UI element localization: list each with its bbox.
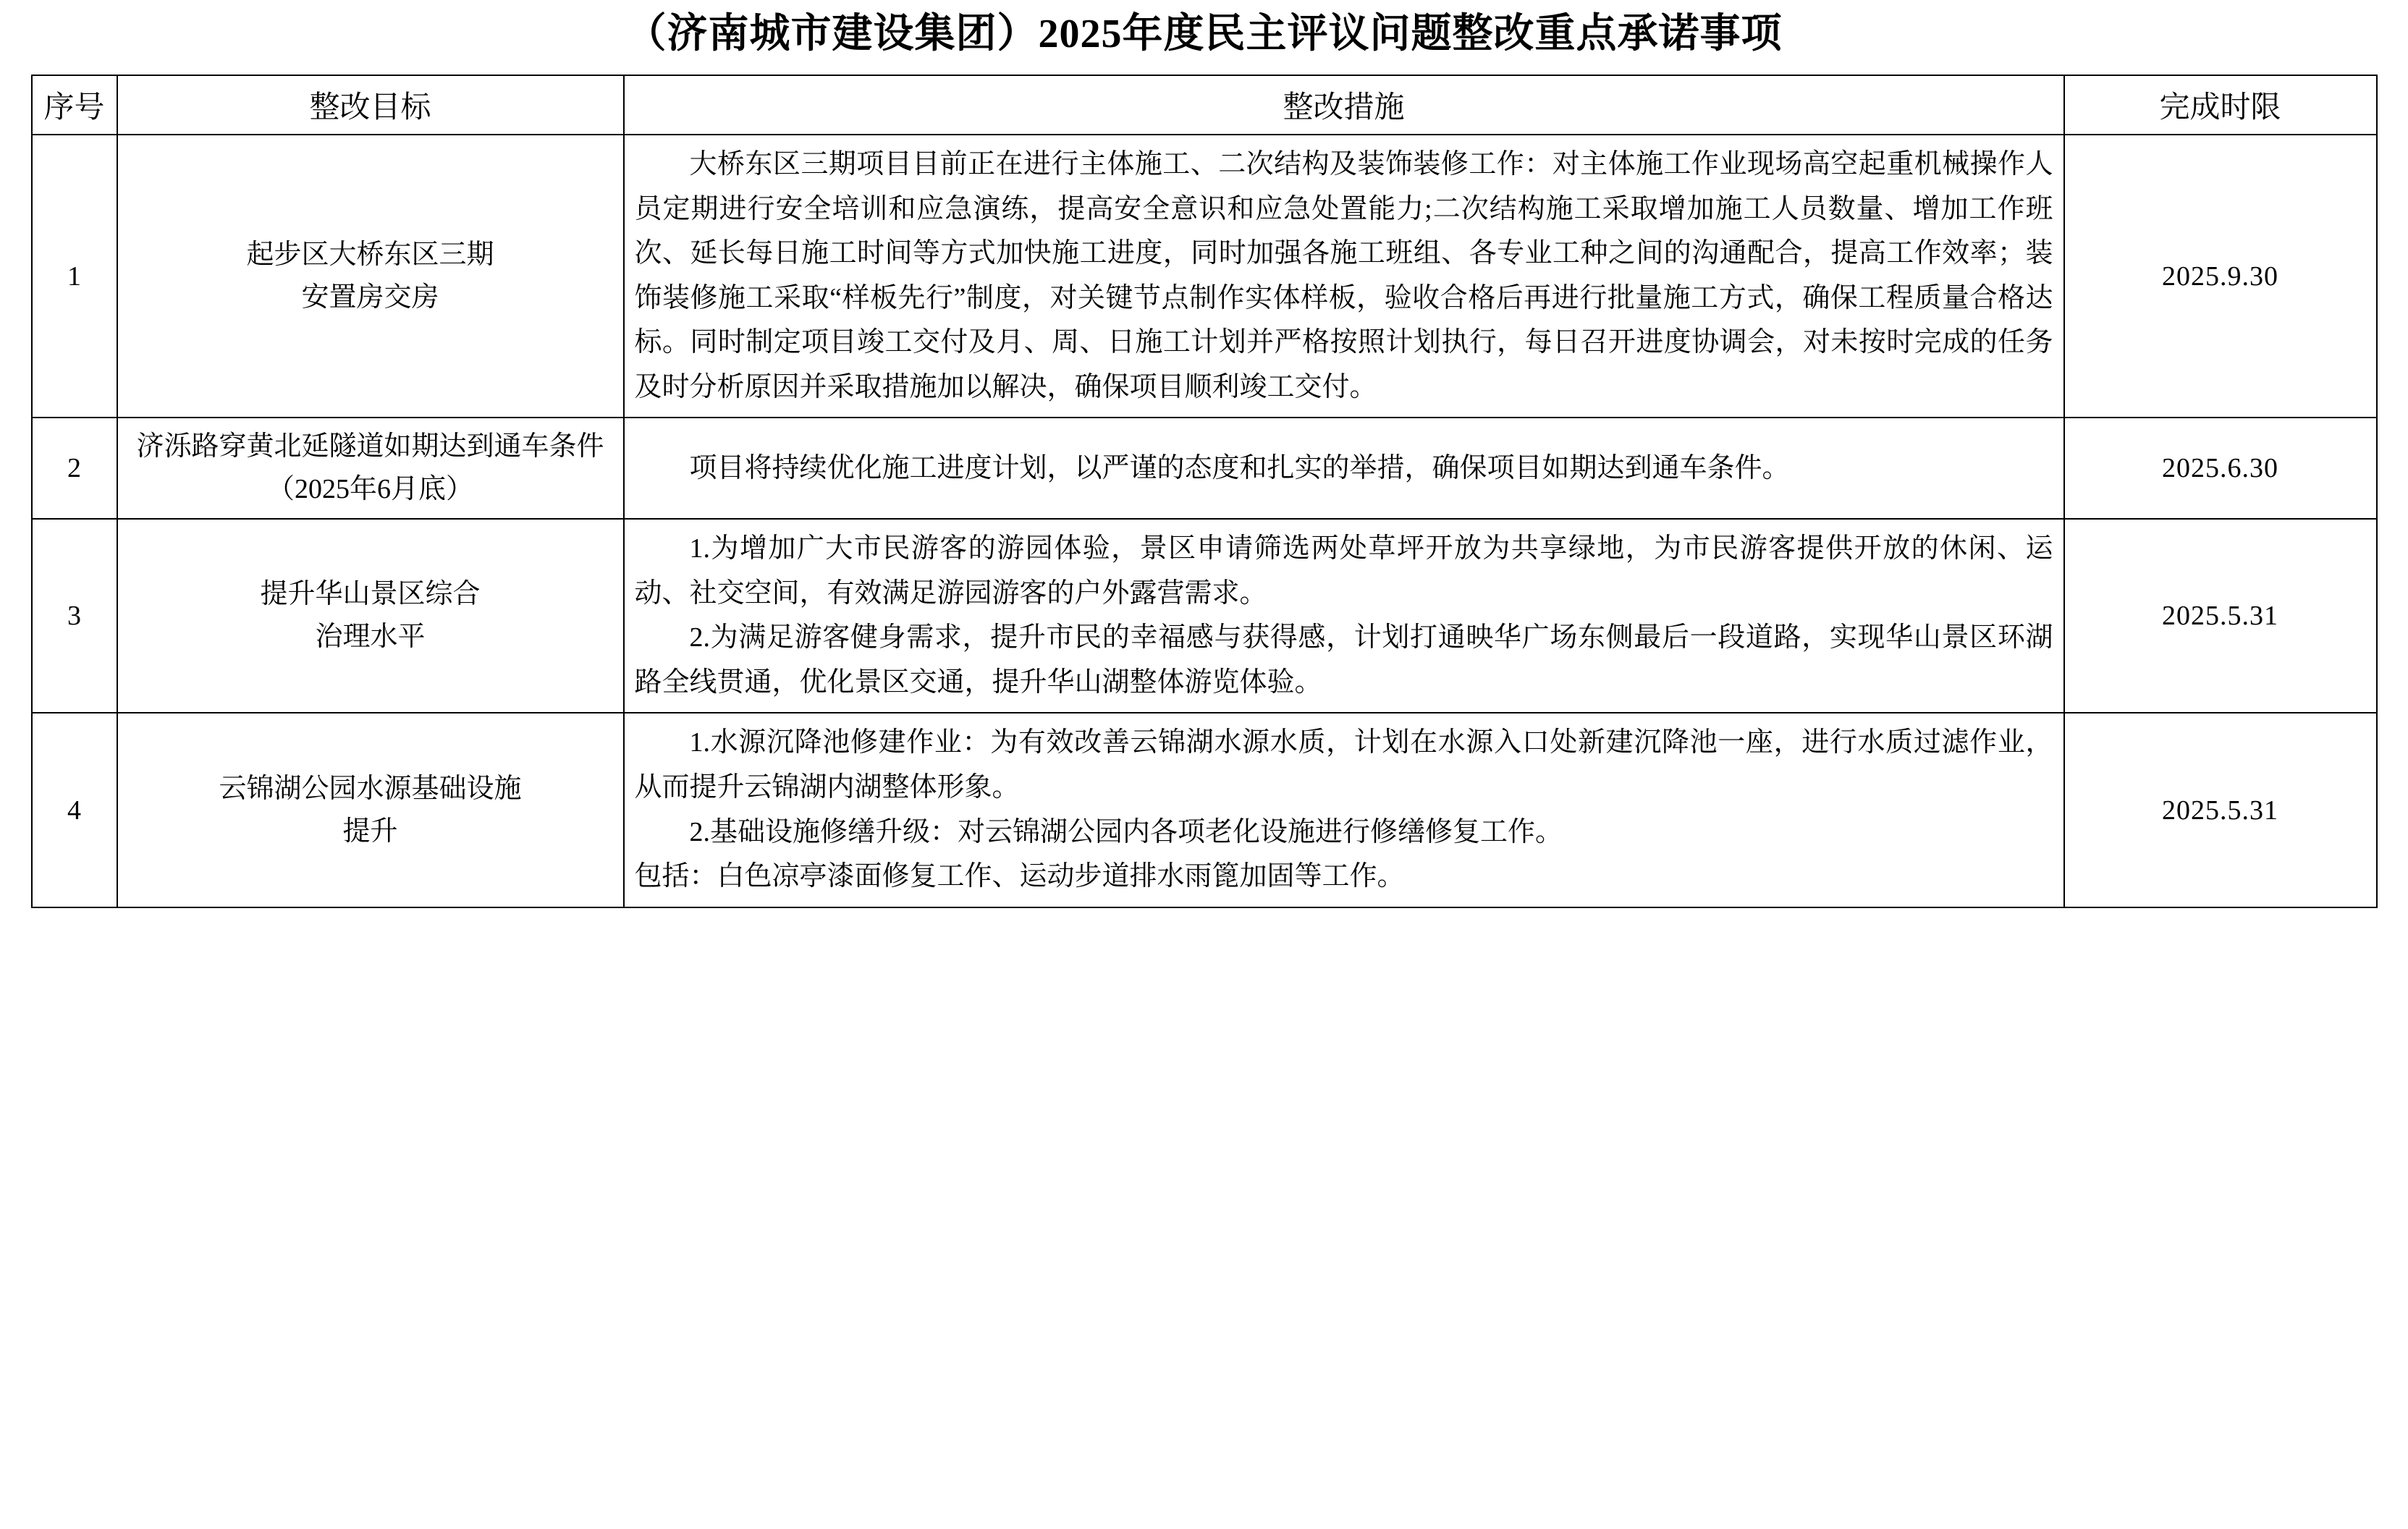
row-index: 3: [32, 519, 117, 713]
table-row: [32, 135, 2377, 418]
measure-paragraph: 包括：白色凉亭漆面修复工作、运动步道排水雨篦加固等工作。: [634, 861, 1405, 892]
row-measures: [624, 713, 2064, 907]
measure-paragraph: 项目将持续优化施工进度计划，以严谨的态度和扎实的举措，确保项目如期达到通车条件。: [689, 452, 1790, 483]
row-goal: 济泺路穿黄北延隧道如期达到通车条件（2025年6月底）: [117, 418, 624, 519]
measure-paragraph: 2.基础设施修缮升级：对云锦湖公园内各项老化设施进行修缮修复工作。: [689, 816, 1563, 847]
row-index: 1: [32, 135, 117, 418]
commitment-table: [31, 75, 2378, 907]
measure-paragraph: 大桥东区三期项目目前正在进行主体施工、二次结构及装饰装修工作：对主体施工作业现场高空起重机械操作人员定期进行安全培训和应急演练，提高安全意识和应急处置能力;二次结构施工采取增加施工人员数量、增加工作班次、延长每日施工时间等方式加快施工进度，同时加强各施工班组、各专业工种之间的沟通配合，提高工作效率；装饰装修施工采取“样板先行”制度，对关键节点制作实体样板，验收合格后再进行批量施工方式，确保工程质量合格达标。同时制定项目竣工交付及月、周、日施工计划并严格按照计划执行，每日召开进度协调会，对未按时完成的任务及时分析原因并采取措施加以解决，确保项目顺利竣工交付。: [634, 149, 2053, 402]
header-index: 序号: [32, 75, 117, 135]
page-title: （济南城市建设集团）2025年度民主评议问题整改重点承诺事项: [625, 12, 1783, 56]
table-row: [32, 519, 2377, 713]
row-measures: [624, 135, 2064, 418]
table-row: [32, 713, 2377, 907]
row-goal: 提升华山景区综合 治理水平: [117, 519, 624, 713]
measure-paragraph: 2.为满足游客健身需求，提升市民的幸福感与获得感，计划打通映华广场东侧最后一段道路，实现华山景区环湖路全线贯通，优化景区交通，提升华山湖整体游览体验。: [634, 622, 2053, 698]
row-index: 4: [32, 713, 117, 907]
row-measures: [624, 418, 2064, 519]
measure-paragraph: 1.为增加广大市民游客的游园体验，景区申请筛选两处草坪开放为共享绿地，为市民游客提供开放的休闲、运动、社交空间，有效满足游园游客的户外露营需求。: [634, 533, 2053, 609]
table-body: [32, 135, 2377, 907]
header-due: 完成时限: [2064, 75, 2377, 135]
measure-paragraph: 1.水源沉降池修建作业：为有效改善云锦湖水源水质，计划在水源入口处新建沉降池一座，进行水质过滤作业，从而提升云锦湖内湖整体形象。: [634, 727, 2053, 802]
row-due: 2025.6.30: [2064, 418, 2377, 519]
row-index: 2: [32, 418, 117, 519]
table-row: [32, 418, 2377, 519]
row-measures: [624, 519, 2064, 713]
row-goal: 云锦湖公园水源基础设施 提升: [117, 713, 624, 907]
row-due: 2025.5.31: [2064, 713, 2377, 907]
header-measures: 整改措施: [624, 75, 2064, 135]
row-goal: 起步区大桥东区三期 安置房交房: [117, 135, 624, 418]
table-header-row: [32, 75, 2377, 135]
table-header: [32, 75, 2377, 135]
row-due: 2025.9.30: [2064, 135, 2377, 418]
header-goal: 整改目标: [117, 75, 624, 135]
row-due: 2025.5.31: [2064, 519, 2377, 713]
